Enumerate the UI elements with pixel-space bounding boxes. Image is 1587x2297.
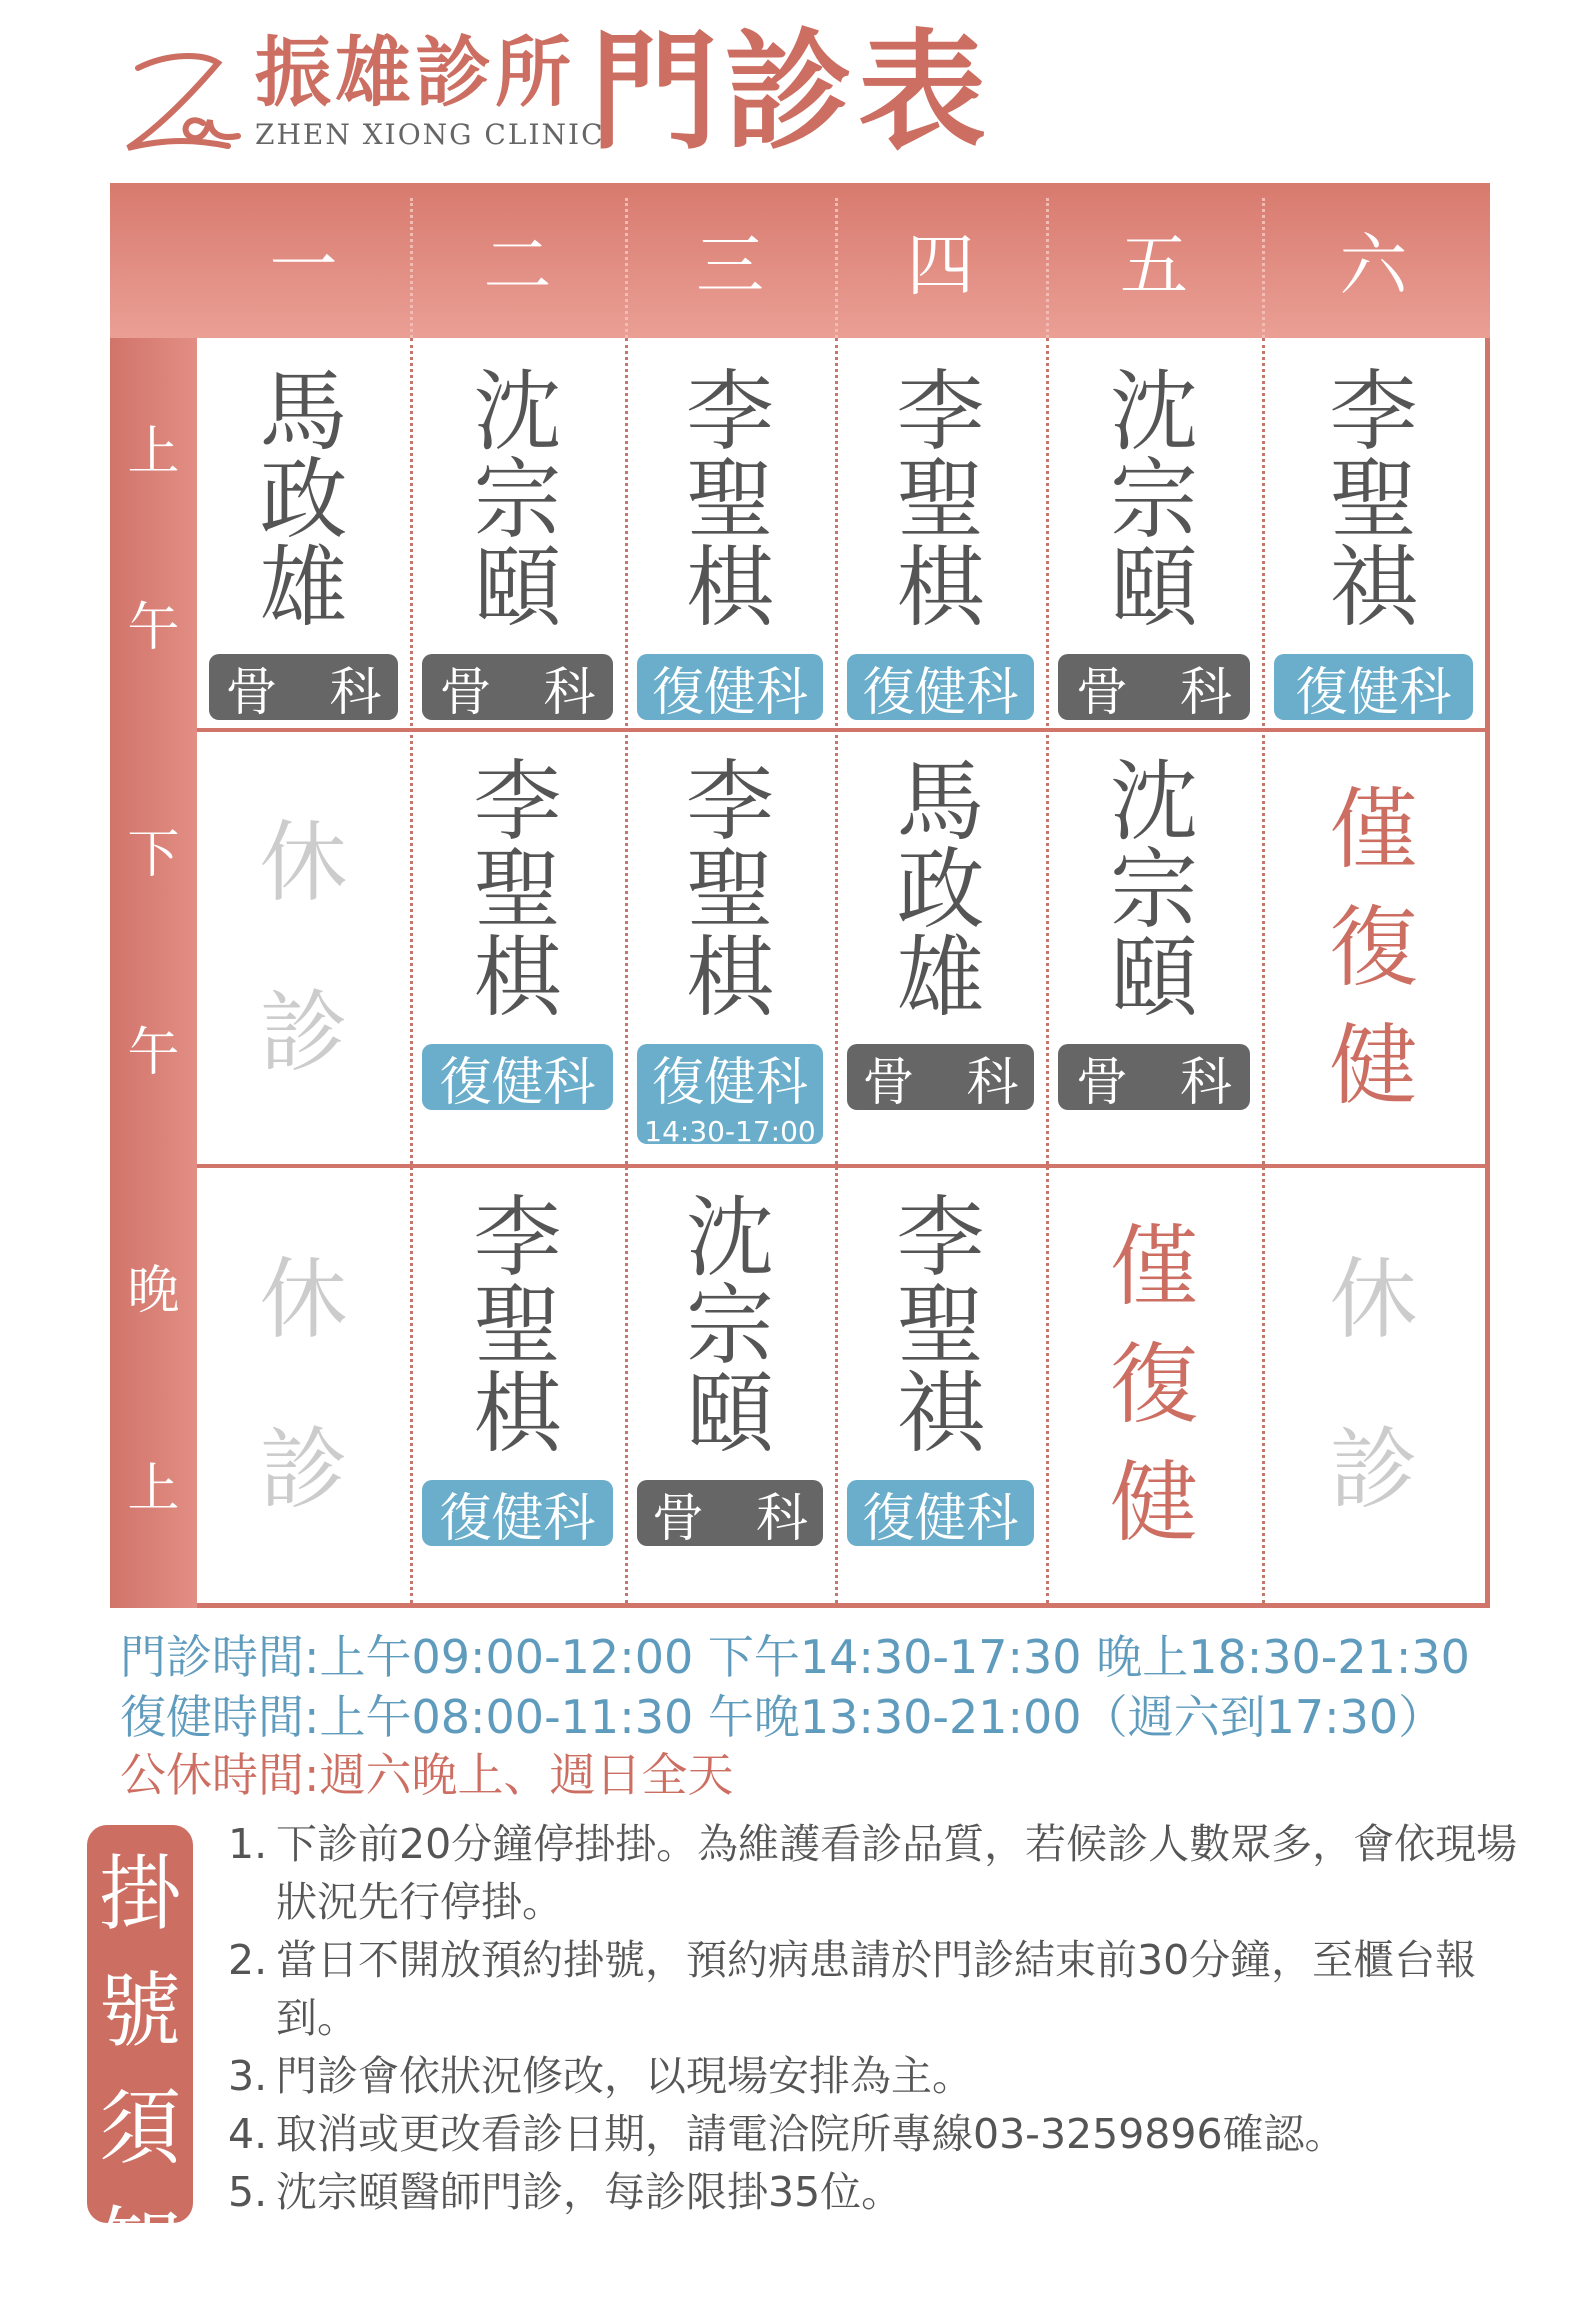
dept-label: 骨 科: [439, 662, 596, 723]
dept-label: 復健科: [862, 662, 1019, 723]
doctor-name-char: 聖: [896, 448, 985, 551]
period-char: 午: [127, 1022, 180, 1083]
notice-list: [228, 1815, 1528, 2221]
notice-label: [87, 1825, 193, 2293]
day-header: 三: [695, 227, 764, 306]
notice-label-char: 掛: [98, 1847, 181, 1942]
notice-item: [228, 1815, 1528, 1931]
rehab-only-char: 復: [1109, 1332, 1198, 1436]
schedule-cell: [1262, 730, 1485, 1166]
doctor-name-char: 頤: [685, 1362, 774, 1465]
doctor-name-char: 聖: [685, 448, 774, 551]
doctor-name-char: 雄: [896, 926, 985, 1029]
schedule-cell: [1046, 730, 1262, 1166]
day-header: 五: [1119, 227, 1188, 306]
schedule-cell: [410, 1166, 625, 1603]
doctor-name-char: 聖: [473, 838, 562, 941]
doctor-name-char: 頤: [1109, 926, 1198, 1029]
notice-text: 沈宗頤醫師門診，每診限掛35位。: [276, 2168, 903, 2216]
doctor-name-char: 棋: [896, 536, 985, 639]
schedule-cell: [625, 730, 835, 1166]
notice-item: [228, 2163, 1528, 2221]
page-title: 門診表: [590, 18, 993, 167]
period-char: 上: [127, 421, 180, 482]
doctor-name-char: 祺: [896, 1362, 985, 1465]
period-char: 午: [127, 597, 180, 658]
doctor-name-char: 沈: [685, 1186, 774, 1289]
notice-number: 4.: [228, 2110, 268, 2158]
schedule-cell: [625, 1166, 835, 1603]
dept-label: 復健科: [862, 1488, 1019, 1549]
header-divider: [1262, 198, 1265, 338]
period-label: [110, 358, 197, 710]
period-char: 下: [127, 824, 180, 885]
doctor-name-char: 李: [685, 750, 774, 853]
dept-label: 骨 科: [1075, 1052, 1232, 1113]
closed-char: 診: [259, 981, 348, 1084]
rehab-hours: 復健時間:上午08:00-11:30 午晚13:30-21:00（週六到17:30）: [120, 1690, 1445, 1744]
dept-label: 復健科: [439, 1052, 596, 1113]
ortho-badge: [637, 1480, 823, 1549]
doctor-name-char: 馬: [896, 750, 985, 853]
clinic-logo: [108, 28, 258, 158]
ortho-badge: [1058, 654, 1250, 723]
doctor-name-char: 李: [1329, 360, 1418, 463]
closed-char: 診: [1329, 1417, 1418, 1521]
rehab-badge: [422, 1480, 613, 1549]
rehab-only-char: 健: [1109, 1450, 1198, 1554]
doctor-name-char: 沈: [1109, 360, 1198, 463]
schedule-cell: [410, 338, 625, 730]
notice-item: [228, 1931, 1528, 2047]
doctor-name-char: 宗: [473, 448, 562, 551]
doctor-name-char: 李: [896, 360, 985, 463]
doctor-name-char: 李: [896, 1186, 985, 1289]
day-header: 四: [906, 227, 975, 306]
notice-label-char: 號: [98, 1964, 181, 2059]
rehab-only-char: 復: [1329, 896, 1418, 999]
rehab-badge: [1274, 654, 1473, 723]
header-divider: [410, 198, 413, 338]
schedule-cell: [1262, 338, 1485, 730]
ortho-badge: [209, 654, 398, 723]
rehab-badge: [847, 1480, 1034, 1549]
closed-char: 休: [1329, 1247, 1418, 1351]
rehab-badge: [637, 654, 823, 723]
closed-char: 休: [259, 1247, 348, 1351]
doctor-name-char: 棋: [473, 1362, 562, 1465]
doctor-name-char: 馬: [259, 360, 348, 463]
doctor-name-char: 聖: [685, 838, 774, 941]
doctor-name-char: 沈: [1109, 750, 1198, 853]
schedule-cell: [410, 730, 625, 1166]
notice-text: 當日不開放預約掛號，預約病患請於門診結束前30分鐘，至櫃台報到。: [276, 1936, 1477, 2042]
notice-label-char: 知: [98, 2198, 181, 2293]
doctor-name-char: 頤: [1109, 536, 1198, 639]
rehab-only-char: 僅: [1109, 1214, 1198, 1318]
day-header: 一: [269, 227, 338, 306]
rehab-badge: [422, 1044, 613, 1113]
schedule-cell: [625, 338, 835, 730]
period-char: 晚: [127, 1260, 180, 1321]
schedule-cell: [835, 338, 1046, 730]
doctor-name-char: 宗: [1109, 448, 1198, 551]
day-header: 二: [483, 227, 552, 306]
notice-number: 2.: [228, 1936, 268, 1984]
doctor-name-char: 棋: [685, 536, 774, 639]
doctor-name-char: 雄: [259, 536, 348, 639]
schedule-cell: [1262, 1166, 1485, 1603]
dept-label: 復健科: [1295, 662, 1452, 723]
period-char: 上: [127, 1459, 180, 1520]
header-divider: [835, 198, 838, 338]
doctor-name-char: 宗: [685, 1274, 774, 1377]
dept-label: 骨 科: [862, 1052, 1019, 1113]
schedule-cell: [197, 730, 410, 1166]
dept-label: 復健科: [439, 1488, 596, 1549]
notice-text: 門診會依狀況修改，以現場安排為主。: [276, 2052, 973, 2100]
notice-item: [228, 2105, 1528, 2163]
doctor-name-char: 李: [685, 360, 774, 463]
notice-number: 5.: [228, 2168, 268, 2216]
schedule-cell: [197, 1166, 410, 1603]
doctor-name-char: 李: [473, 1186, 562, 1289]
closed-hours: 公休時間:週六晚上、週日全天: [120, 1748, 734, 1802]
notice-label-char: 須: [98, 2081, 181, 2176]
doctor-name-char: 沈: [473, 360, 562, 463]
doctor-name-char: 祺: [1329, 536, 1418, 639]
dept-label: 復健科: [651, 662, 808, 723]
header-divider: [625, 198, 628, 338]
doctor-name-char: 政: [896, 838, 985, 941]
clinic-hours: 門診時間:上午09:00-12:00 下午14:30-17:30 晚上18:30-21:30: [120, 1630, 1470, 1684]
doctor-name-char: 頤: [473, 536, 562, 639]
doctor-name-char: 聖: [1329, 448, 1418, 551]
schedule-cell: [1046, 1166, 1262, 1603]
notice-item: [228, 2047, 1528, 2105]
ortho-badge: [422, 654, 613, 723]
closed-char: 休: [259, 811, 348, 914]
schedule-cell: [835, 730, 1046, 1166]
doctor-name-char: 李: [473, 750, 562, 853]
period-label: [110, 1186, 197, 1583]
doctor-name-char: 政: [259, 448, 348, 551]
doctor-name-char: 棋: [473, 926, 562, 1029]
ortho-badge: [847, 1044, 1034, 1113]
schedule-cell: [835, 1166, 1046, 1603]
doctor-name-char: 宗: [1109, 838, 1198, 941]
header-divider: [1046, 198, 1049, 338]
schedule-cell: [197, 338, 410, 730]
clinic-name-en: ZHEN XIONG CLINIC: [255, 118, 605, 151]
doctor-name-char: 棋: [685, 926, 774, 1029]
clinic-name: 振雄診所: [255, 28, 575, 117]
day-header: 六: [1339, 227, 1408, 306]
doctor-name-char: 聖: [473, 1274, 562, 1377]
rehab-only-char: 健: [1329, 1014, 1418, 1117]
notice-number: 1.: [228, 1820, 268, 1868]
dept-label: 骨 科: [651, 1488, 808, 1549]
rehab-badge: [847, 654, 1034, 723]
rehab-time: 14:30-17:00: [644, 1114, 816, 1148]
closed-char: 診: [259, 1417, 348, 1521]
rehab-only-char: 僅: [1329, 778, 1418, 881]
dept-label: 骨 科: [1075, 662, 1232, 723]
dept-label: 復健科: [651, 1052, 808, 1113]
notice-text: 下診前20分鐘停掛掛。為維護看診品質，若候診人數眾多，會依現場狀況先行停掛。: [276, 1820, 1518, 1926]
dept-label: 骨 科: [225, 662, 382, 723]
rehab-badge: [637, 1044, 823, 1148]
period-label: [110, 750, 197, 1146]
doctor-name-char: 聖: [896, 1274, 985, 1377]
notice-number: 3.: [228, 2052, 268, 2100]
ortho-badge: [1058, 1044, 1250, 1113]
schedule-cell: [1046, 338, 1262, 730]
notice-text: 取消或更改看診日期，請電洽院所專線03-3259896確認。: [276, 2110, 1346, 2158]
